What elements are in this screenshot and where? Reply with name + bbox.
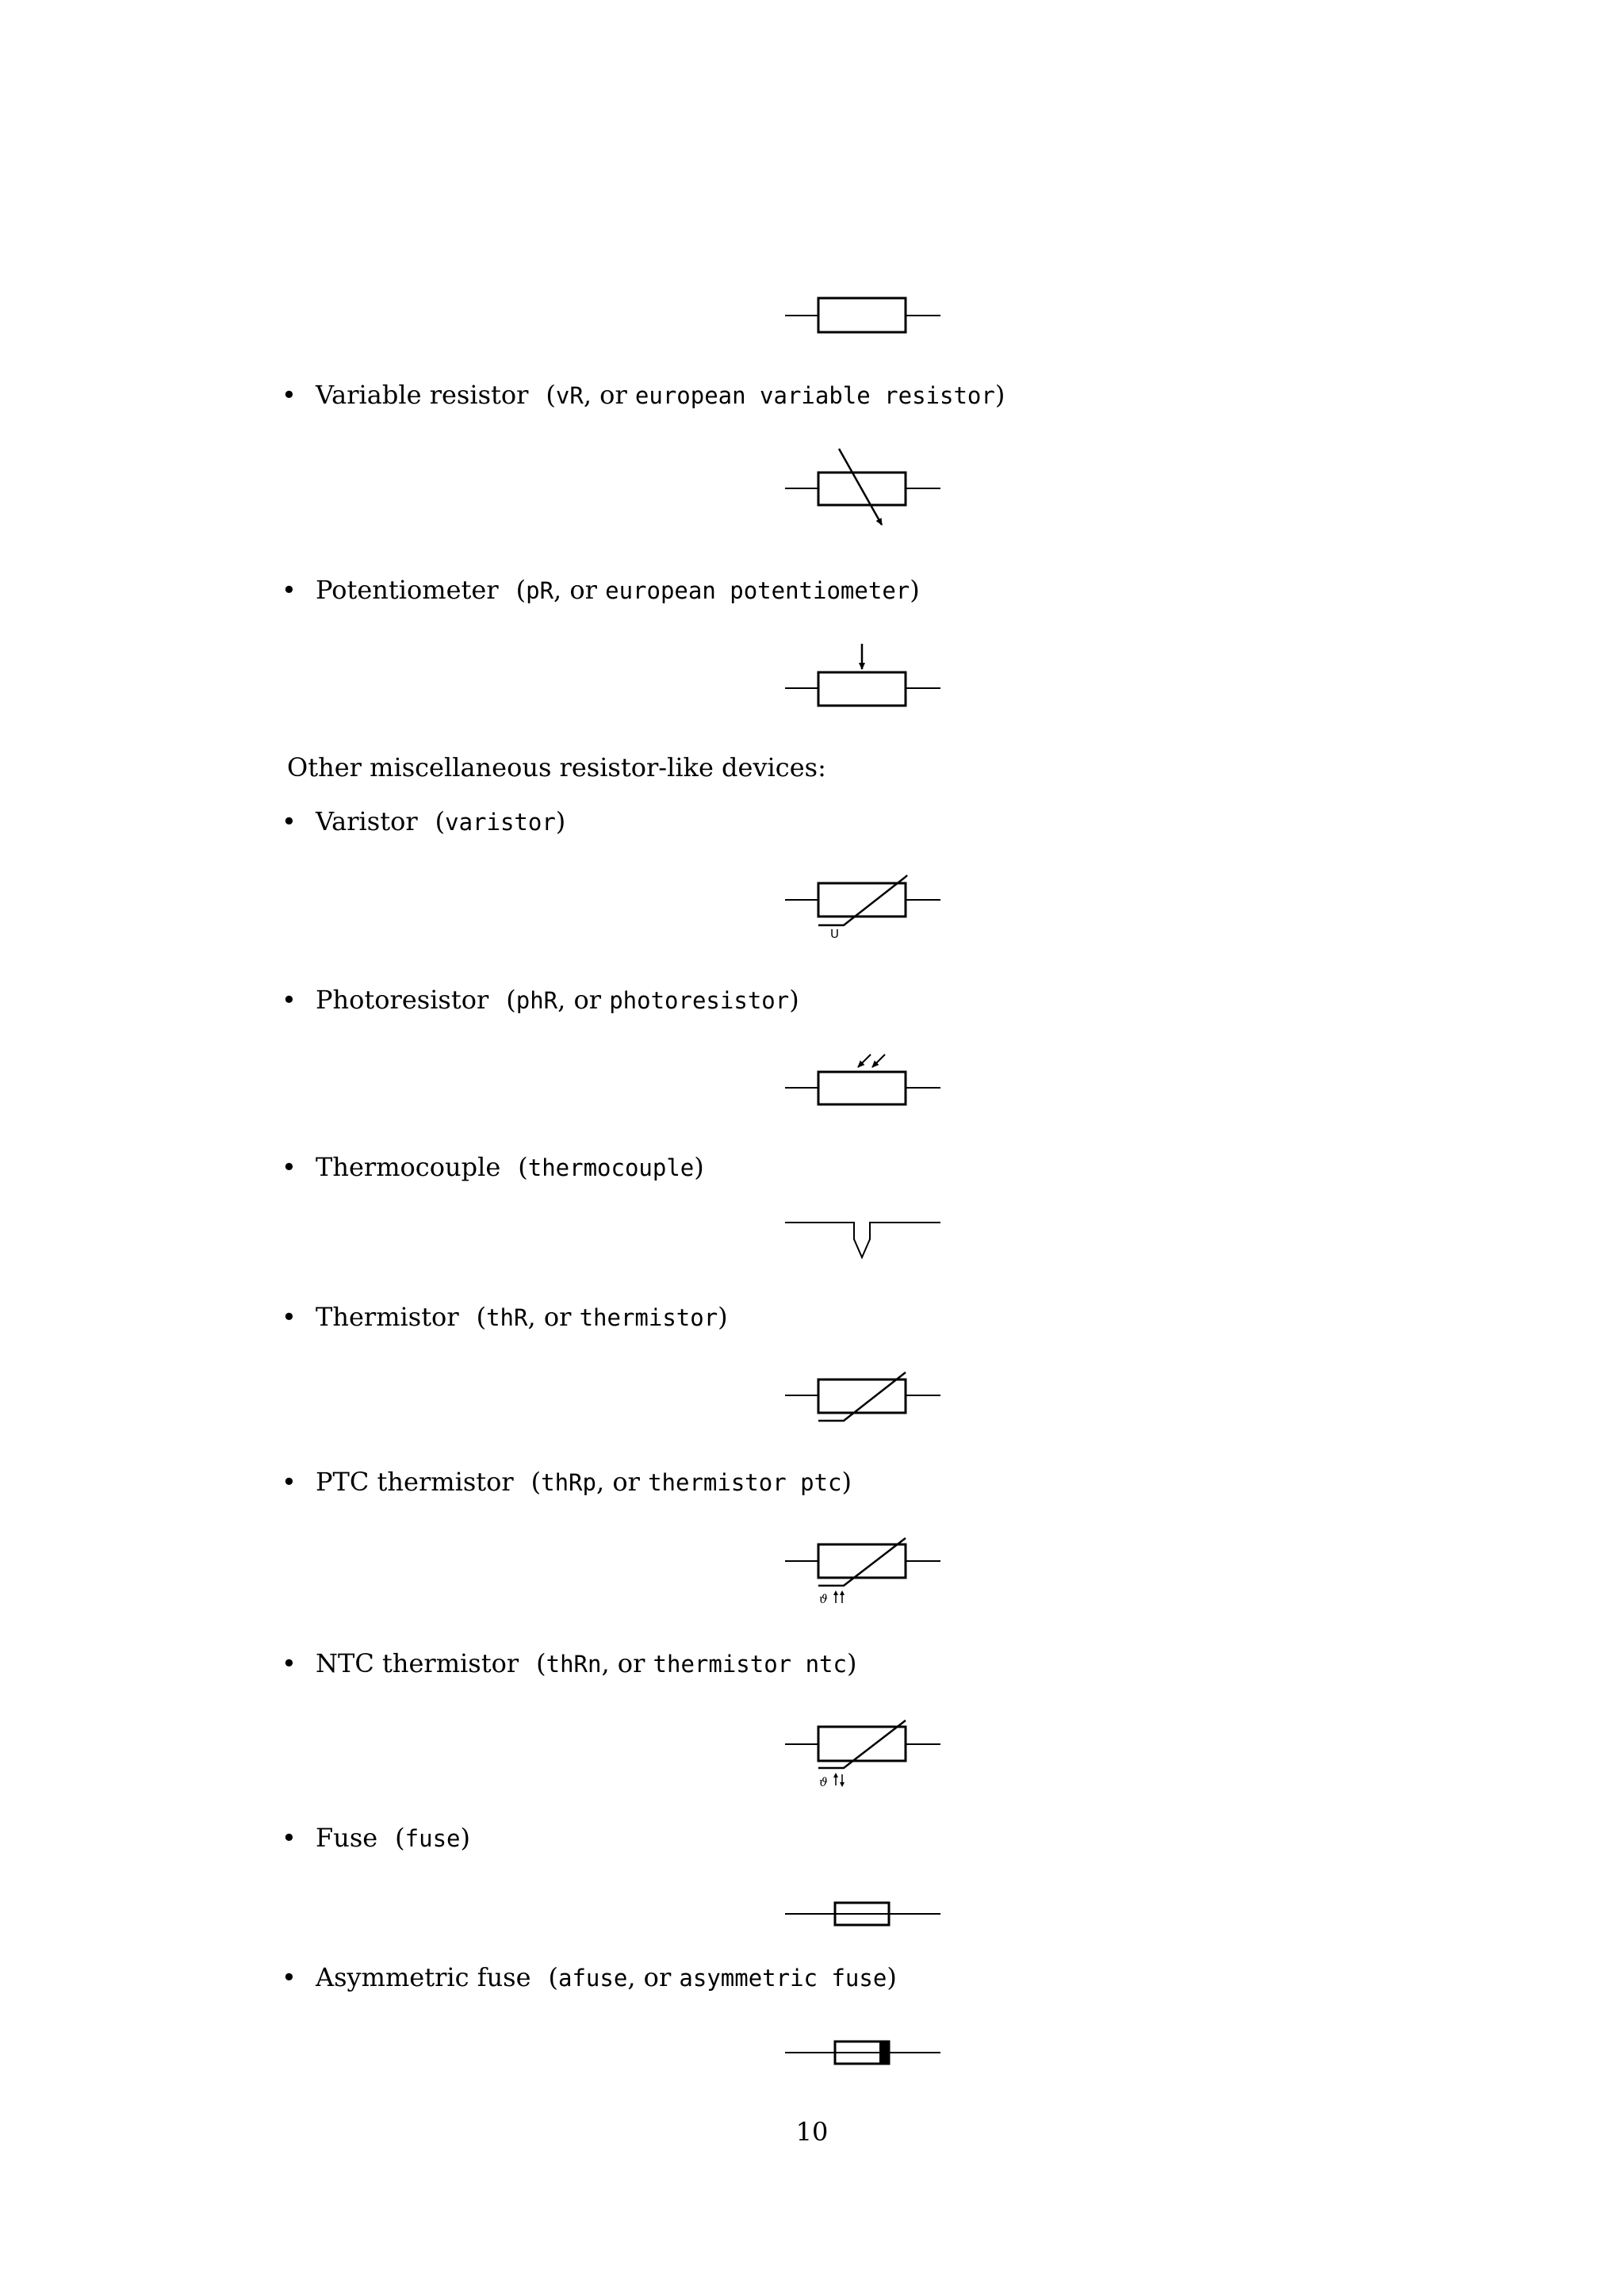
item-code-alt: european variable resistor: [634, 382, 995, 409]
bullet: •: [282, 1467, 297, 1497]
potentiometer-symbol: [785, 644, 940, 706]
item-code-alt: european potentiometer: [605, 577, 910, 604]
ptc-theta-label: ϑ: [819, 1592, 828, 1606]
item-name: Thermistor: [316, 1302, 459, 1332]
bullet: •: [282, 380, 297, 410]
item-name: Variable resistor: [316, 380, 529, 410]
bullet: •: [282, 1152, 297, 1182]
bullet: •: [282, 575, 297, 605]
item-code-alt: thermistor: [579, 1304, 718, 1331]
bullet: •: [282, 1962, 297, 1992]
thermocouple-symbol: [785, 1223, 940, 1257]
item-name: PTC thermistor: [316, 1467, 514, 1497]
item-code-alt: asymmetric fuse: [679, 1965, 887, 1992]
item-code: varistor: [445, 809, 556, 836]
item-name: Photoresistor: [316, 985, 489, 1015]
varistor-symbol: [785, 875, 940, 925]
item-code-alt: thermistor ptc: [648, 1469, 842, 1496]
thermistor-symbol: [785, 1372, 940, 1421]
item-name: Potentiometer: [316, 575, 499, 605]
asymmetric-fuse-symbol: [785, 2042, 940, 2064]
item-code-alt: thermistor ntc: [653, 1651, 847, 1678]
item-name: Thermocouple: [316, 1152, 501, 1182]
item-code: phR: [515, 987, 558, 1014]
bullet: •: [282, 806, 297, 836]
photoresistor-symbol: [785, 1054, 940, 1104]
item-code: thR: [486, 1304, 528, 1331]
ntc-thermistor-symbol: [785, 1720, 940, 1787]
item-code: thRn: [546, 1651, 602, 1678]
item-code: vR: [555, 382, 584, 409]
item-code: thermocouple: [527, 1154, 695, 1181]
item-code: fuse: [404, 1825, 461, 1852]
item-name: Asymmetric fuse: [316, 1962, 531, 1992]
bullet: •: [282, 1648, 297, 1678]
page-number: 10: [795, 2117, 829, 2147]
fuse-symbol: [785, 1903, 940, 1925]
bullet: •: [282, 1823, 297, 1853]
variable-resistor-symbol: [785, 449, 940, 525]
bullet: •: [282, 985, 297, 1015]
item-code: pR: [526, 577, 554, 604]
item-name: NTC thermistor: [316, 1648, 519, 1678]
varistor-u-label: U: [830, 927, 839, 941]
bullet: •: [282, 1302, 297, 1332]
ptc-thermistor-symbol: [785, 1538, 940, 1603]
item-code: thRp: [541, 1469, 596, 1496]
item-code-alt: photoresistor: [609, 987, 790, 1014]
intro-text: Other miscellaneous resistor-like devices:: [287, 752, 826, 783]
resistor-symbol: [785, 298, 940, 332]
item-name: Varistor: [316, 806, 418, 836]
ntc-theta-label: ϑ: [819, 1775, 828, 1789]
item-name: Fuse: [316, 1823, 378, 1853]
item-code: afuse: [558, 1965, 628, 1992]
